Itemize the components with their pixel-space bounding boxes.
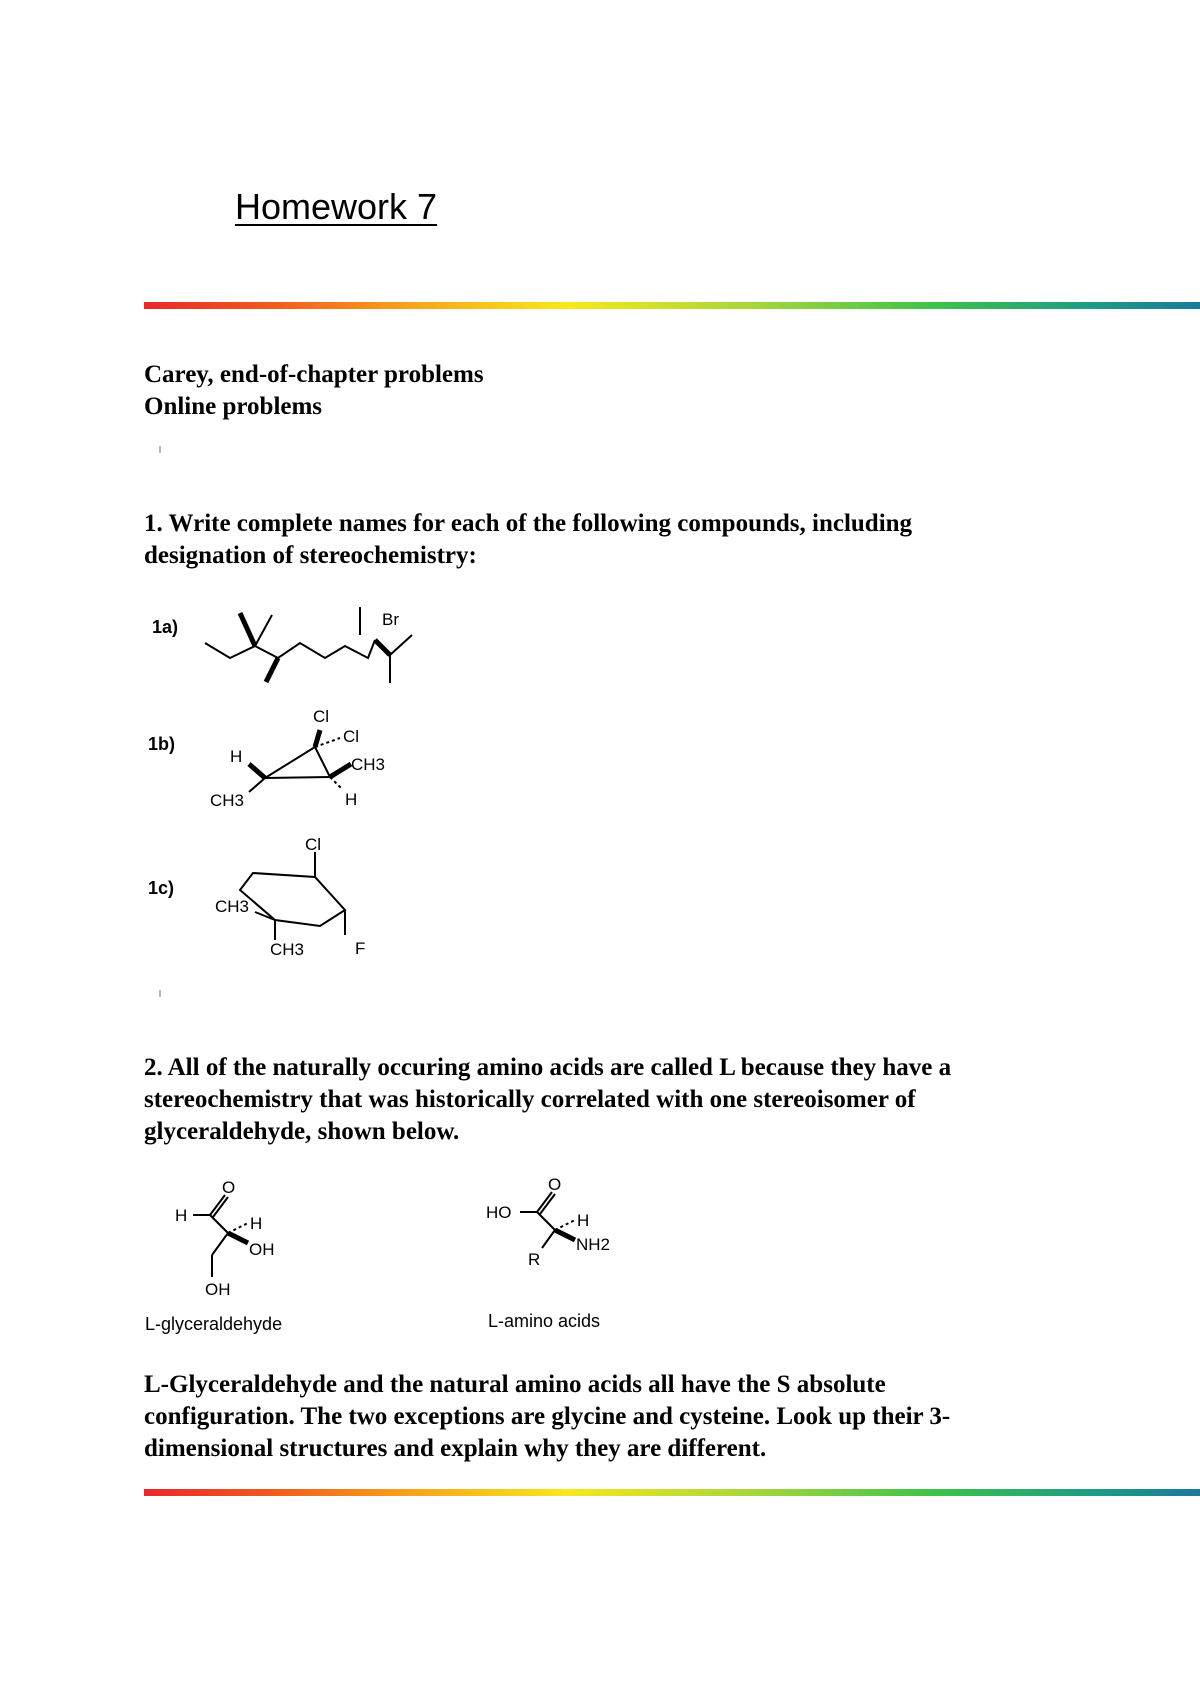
wedge-bond bbox=[330, 764, 351, 777]
atom-label: H bbox=[175, 1206, 188, 1225]
atom-label: O bbox=[222, 1178, 236, 1197]
intro-line: Carey, end-of-chapter problems bbox=[144, 361, 484, 388]
followup-line: dimensional structures and explain why they are different. bbox=[144, 1435, 767, 1462]
atom-label: OH bbox=[249, 1240, 275, 1259]
page-title: Homework 7 bbox=[235, 186, 438, 227]
followup-line: L-Glyceraldehyde and the natural amino acids all have the S absolute bbox=[144, 1371, 886, 1398]
atom-label: R bbox=[528, 1250, 541, 1269]
intro-line: Online problems bbox=[144, 393, 323, 420]
wedge-bond bbox=[240, 613, 255, 646]
atom-label: Br bbox=[382, 610, 399, 629]
structure-1b bbox=[205, 700, 405, 815]
atom-label: F bbox=[355, 939, 366, 958]
atom-label: Cl bbox=[313, 707, 330, 726]
atom-label: Cl bbox=[343, 727, 360, 746]
atom-label: CH3 bbox=[351, 755, 386, 774]
atom-label: H bbox=[230, 747, 243, 766]
bullet-mark bbox=[159, 446, 161, 453]
rainbow-divider bbox=[144, 1489, 1200, 1496]
followup-line: configuration. The two exceptions are glycine and cysteine. Look up their 3- bbox=[144, 1403, 951, 1430]
atom-label: CH3 bbox=[210, 791, 245, 810]
atom-label: H bbox=[345, 790, 358, 809]
wedge-bond bbox=[555, 1230, 575, 1240]
caption-amino-acids: L-amino acids bbox=[488, 1311, 601, 1331]
atom-label: H bbox=[577, 1211, 590, 1230]
atom-label: H bbox=[250, 1214, 263, 1233]
question-2-line: stereochemistry that was historically correlated with one stereoisomer of bbox=[144, 1086, 916, 1113]
structure-1a bbox=[200, 595, 430, 685]
caption-glyceraldehyde: L-glyceraldehyde bbox=[145, 1314, 283, 1334]
wedge-bond bbox=[315, 730, 320, 747]
label-1c: 1c) bbox=[148, 878, 175, 898]
question-1-line: 1. Write complete names for each of the following compounds, including bbox=[144, 510, 913, 537]
atom-label: OH bbox=[205, 1280, 231, 1299]
atom-label: CH3 bbox=[270, 940, 305, 959]
wedge-bond bbox=[266, 658, 278, 682]
atom-label: Cl bbox=[305, 835, 322, 854]
structure-glyceraldehyde bbox=[160, 1175, 330, 1305]
atom-label: HO bbox=[486, 1203, 512, 1222]
wedge-bond bbox=[249, 764, 265, 778]
wedge-bond bbox=[375, 640, 390, 655]
question-2-line: glyceraldehyde, shown below. bbox=[144, 1118, 460, 1145]
wedge-bond bbox=[228, 1233, 248, 1243]
structure-amino-acid bbox=[480, 1170, 650, 1290]
structure-1c bbox=[205, 830, 405, 960]
question-1-line: designation of stereochemistry: bbox=[144, 542, 477, 569]
atom-label: CH3 bbox=[215, 897, 250, 916]
atom-label: O bbox=[548, 1175, 562, 1194]
question-2-line: 2. All of the naturally occuring amino acids are called L because they have a bbox=[144, 1054, 952, 1081]
label-1b: 1b) bbox=[148, 734, 175, 754]
bullet-mark bbox=[159, 990, 161, 997]
rainbow-divider bbox=[144, 302, 1200, 309]
label-1a: 1a) bbox=[152, 617, 179, 637]
atom-label: NH2 bbox=[576, 1235, 611, 1254]
